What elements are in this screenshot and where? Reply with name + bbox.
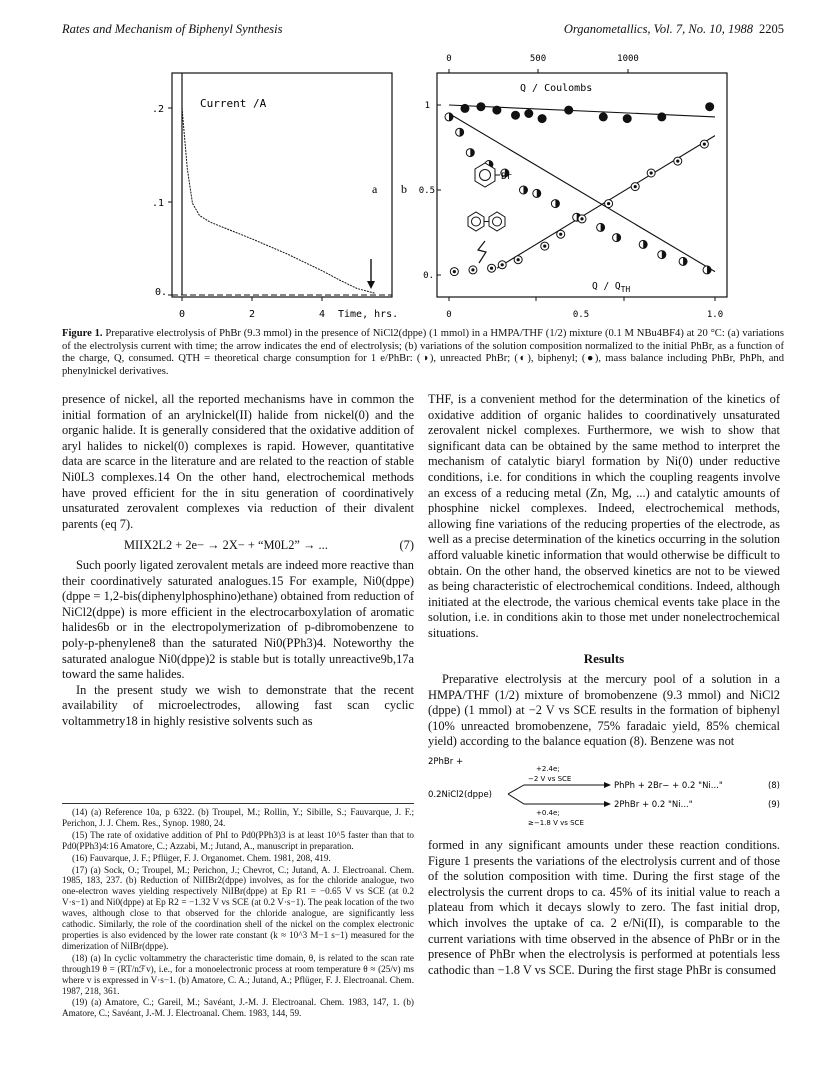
panel-b-x-ticks (446, 297, 723, 320)
footnote-18: (18) (a) In cyclic voltammetry the characteristic time domain, θ, is related to the scan rate through19 θ = (RT/nℱv), i.e., for a monoelectronic process at room temperature θ ≈ (25/v) ms where v is expressed in V·s−1. (b) Amatore, C. A.; Jutand, A.; Pflüger, F. J. Electroanal. Chem. 1987, 218, 361. (62, 952, 414, 996)
footnote-19: (19) (a) Amatore, C.; Gareil, M.; Savéant, J.-M. J. Electroanal. Chem. 1983, 147, 1. (b) Amatore, C.; Savéant, J.-M. J. Electroanal. Chem. 1983, 144, 59. (62, 997, 414, 1019)
scheme-number-8: (8) (767, 781, 780, 792)
data-point-open-dot (514, 256, 522, 264)
scheme-lhs-top: 2PhBr + (428, 757, 464, 768)
data-point-open-dot (488, 264, 496, 272)
data-point-open-dot (631, 183, 639, 191)
reaction-scheme (428, 754, 780, 834)
data-point-half-filled (639, 240, 647, 248)
figure-1 (40, 45, 760, 323)
left-paragraph-2: Such poorly ligated zerovalent metals are indeed more reactive than their coordinatively saturated analogues.15 For example, Ni0(dppe) (dppe = 1,2-bis(diphenylphosphino)ethane) obtained from reduction of NiCl2(dppe) is more efficient in the electrocarboxylation of aromatic halides6b or in the electropolymerization of p-dibromobenzene to poly-p-phenylene8 than the saturated Ni0(PPh3)4. Noteworthy the saturated analogue Ni0(dppe)2 is stable but is totally unreactive9b,17a toward the same halides. (62, 557, 414, 682)
section-heading-results: Results (583, 650, 625, 666)
data-point-open-dot (578, 215, 586, 223)
data-point-half-filled (551, 200, 559, 208)
end-arrow (367, 259, 375, 289)
data-point-filled (565, 106, 573, 114)
running-header-title: Rates and Mechanism of Biphenyl Synthesis (62, 22, 283, 36)
data-point-open-dot (605, 200, 613, 208)
data-point-half-filled (613, 234, 621, 242)
data-point-open-dot (700, 140, 708, 148)
scheme-number-9: (9) (767, 800, 780, 811)
data-point-half-filled (703, 266, 711, 274)
data-point-filled (623, 115, 631, 123)
panel-b-xtick-1: 0.5 (572, 310, 590, 320)
data-markers (445, 103, 714, 276)
data-point-filled (493, 106, 501, 114)
fit-lines (449, 105, 715, 272)
footnote-15: (15) The rate of oxidative addition of PhI to Pd0(PPh3)3 is at least 10^5 faster than that to Pd0(PPh3)4:16 Amatore, C.; Azzabi, M.; Jutand, A., manuscript in preparation. (62, 829, 414, 851)
right-paragraph-2: Preparative electrolysis at the mercury pool of a solution in a HMPA/THF (1/2) mixture of bromobenzene (9.3 mmol) and NiCl2 (dppe) (1 mmol) at −2 V vs SCE results in the formation of biphenyl (10% unreacted bromobenzene, 75% faradaic yield, 85% chemical yield) according to the balance equation (8). Benzene was not (428, 672, 780, 749)
panel-b-ytick-1: 0.5 (418, 186, 435, 196)
data-point-half-filled (466, 149, 474, 157)
panel-b-letter: b (401, 182, 407, 196)
panel-a-ytick-2: 0. (154, 287, 167, 298)
scheme-bottom-cond-1: +0.4e; (536, 809, 560, 818)
panel-a-xlabel: Time, hrs. (338, 309, 399, 320)
scheme-product-top: PhPh + 2Br− + 0.2 "Ni..." (614, 781, 723, 792)
data-point-filled (525, 110, 533, 118)
data-point-open-dot (498, 261, 506, 269)
panel-b-top-axis (446, 54, 639, 94)
panel-b-top-label: Q / Coulombs (520, 83, 593, 94)
bromobenzene-structure (475, 163, 512, 187)
caption-text: Preparative electrolysis of PhBr (9.3 mmol) in the presence of NiCl2(dppe) (1 mmol) in a HMPA/THF (1/2) mixture (0.1 M NBu4BF4) at 20 °C: (a) variations of the electrolysis current with time; the arrow indicates the end of electrolysis; (b) variations of the solution composition normalized to the initial PhBr, as a function of the charge, Q, consumed. QTH = theoretical charge consumption for 1 e/PhBr: (◑), unreacted PhBr; (◐), biphenyl; (●), mass balance including PhBr, PhPh, and phenylnickel derivatives. (62, 328, 784, 377)
footnote-17: (17) (a) Sock, O.; Troupel, M.; Perichon, J.; Chevrot, C.; Jutand, A. J. Electroanal. Chem. 1985, 183, 237. (b) Reduction of NiIIBr2(dppe) involves, as for the chloride analogue, two one-electron waves yielding respectively NiIBr(dppe) at Ep R1 = −0.65 V vs SCE (at 0.2 V·s−1) and Ni0(dppe) at Ep R2 = −1.32 V vs SCE (at 0.2 V·s−1). The peak location of the two waves, although close to that observed for the chloride analogue, are significantly less cathodic. Similarly, the role of the coordination shell of the nickel on the complex electronic properties is also evidenced by the lower rate constant (k ≈ 10^3 M−1 s−1) measured for the dimerization of NiIBr(dppe). (62, 864, 414, 951)
figure-caption (62, 328, 784, 378)
data-point-filled (538, 115, 546, 123)
fit-line-mass-balance (449, 105, 715, 117)
right-paragraph-1: THF, is a convenient method for the determination of the kinetics of oxidative addition of organic halides to coordinatively unsaturated zerovalent nickel complexes. Furthermore, we wish to show that significant data can be obtained by the same method to interpret the mechanism of catalytic biaryl formation by Ni(0) under reductive conditions, i.e. for conditions in which the coupling reagents involve an excess of a reducing metal (Zn, Mg, ...) and catalytic amounts of phosphine nickel complexes. Indeed, electrochemical methods, allowing fine variations of the reducing properties of the electrode, as well as a precise determination of the kinetics occurring in the solution afford valuable kinetic information that would otherwise be difficult to obtain. On the other hand, the observed kinetics are not to be viewed as being characteristic of electrochemical conditions. Indeed, although initiated at the electrode, the various chemical events take place in the solution, i.e. in conditions akin to those met under nonelectrochemical situations. (428, 392, 780, 640)
right-column (428, 392, 780, 978)
panel-a (152, 73, 398, 320)
panel-a-xtick-0: 0 (178, 309, 186, 320)
left-paragraph-1: presence of nickel, all the reported mechanisms have in common the initial formation of an arylnickel(II) halide from nickel(0) and the organic halide. It is generally considered that the oxidative addition of aryl halides to nickel(0) complexes is rapid. However, quantitative data are scarce in the literature and are related to the reaction of stable Ni0L3 complexes.14 On the other hand, electrochemical methods have proved efficient for the in situ generation of coordinatively unsaturated zerovalent complexes via reduction of their divalent parents (eq 7). (62, 392, 414, 531)
biphenyl-structure (468, 212, 505, 263)
data-point-open-dot (557, 230, 565, 238)
panel-a-xtick-2: 4 (318, 309, 326, 320)
data-point-open-dot (674, 157, 682, 165)
left-paragraph-3: In the present study we wish to demonstrate that the recent availability of microelectrodes, allowing fast scan cyclic voltammetry18 in highly resistive solvents such as (62, 682, 414, 728)
footnote-16: (16) Fauvarque, J. F.; Pflüger, F. J. Organomet. Chem. 1981, 208, 419. (72, 852, 331, 863)
data-point-open-dot (541, 242, 549, 250)
data-point-open-dot (647, 169, 655, 177)
scheme-product-bottom: 2PhBr + 0.2 "Ni..." (614, 800, 693, 811)
scheme-arrow-top (508, 785, 608, 794)
panel-b-toptick-1: 500 (529, 54, 547, 64)
scheme-bottom-cond-2: ≥−1.8 V vs SCE (528, 819, 584, 828)
panel-b-ytick-0: 1 (424, 101, 430, 111)
running-header-journal (564, 22, 784, 37)
panel-a-ytick-0: .2 (151, 104, 164, 115)
data-point-half-filled (456, 128, 464, 136)
data-point-half-filled (533, 189, 541, 197)
panel-b-xlabel (592, 281, 630, 294)
data-point-half-filled (445, 113, 453, 121)
journal-citation: Organometallics, Vol. 7, No. 10, 1988 (563, 22, 753, 36)
panel-a-x-ticks (179, 297, 398, 320)
data-point-half-filled (679, 257, 687, 265)
panel-b-xtick-0: 0 (446, 310, 452, 320)
panel-a-ylabel: Current /A (200, 97, 267, 110)
footnote-14: (14) (a) Reference 10a, p 6322. (b) Troupel, M.; Rollin, Y.; Sibille, S.; Fauvarque, J. F.; Perichon, J. J. Chem. Res., Synop. 1980, 24. (62, 807, 414, 828)
caption-label: Figure 1. (62, 328, 103, 339)
panel-b-ytick-2: 0. (423, 271, 434, 281)
panel-b-xlabel-main: Q / Q (592, 281, 621, 292)
data-point-filled (706, 103, 714, 111)
current-curve (182, 108, 375, 293)
panel-b-xlabel-sub: TH (620, 285, 631, 294)
data-point-open-dot (469, 266, 477, 274)
panel-a-xtick-1: 2 (248, 309, 256, 320)
data-point-filled (461, 104, 469, 112)
page-number: 2205 (759, 22, 784, 36)
data-point-filled (658, 113, 666, 121)
panel-a-letter: a (372, 182, 378, 196)
scheme-top-cond-2: −2 V vs SCE (528, 775, 572, 784)
panel-b-xtick-2: 1.0 (706, 310, 724, 320)
panel-a-ytick-1: .1 (151, 198, 164, 209)
equation-7-body: MIIX2L2 + 2e− → 2X− + “M0L2” → ... (124, 538, 328, 553)
data-point-half-filled (658, 251, 666, 259)
panel-a-y-ticks (152, 104, 172, 298)
data-point-open-dot (450, 268, 458, 276)
data-point-filled (599, 113, 607, 121)
panel-b (401, 54, 727, 320)
panel-b-y-ticks (419, 101, 441, 281)
scheme-top-cond-1: +2.4e; (536, 765, 560, 774)
br-label: Br (501, 172, 512, 182)
scheme-arrow-bottom (508, 794, 608, 804)
data-point-filled (477, 103, 485, 111)
fit-line-phbr (449, 114, 715, 272)
equation-7 (62, 532, 414, 558)
scheme-lhs: 0.2NiCl2(dppe) (428, 790, 492, 801)
data-point-half-filled (597, 223, 605, 231)
footnotes (62, 803, 414, 1020)
left-column (62, 392, 414, 729)
equation-7-number: (7) (399, 538, 414, 553)
data-point-filled (512, 111, 520, 119)
panel-b-toptick-2: 1000 (617, 54, 639, 64)
data-point-half-filled (519, 186, 527, 194)
panel-b-toptick-0: 0 (446, 54, 452, 64)
right-paragraph-3: formed in any significant amounts under these reaction conditions. Figure 1 presents the variations of the electrolysis current and of those of the solution composition with time. During the first stage of the electrolysis the current drops to ca. 45% of its initial value to reach a plateau from which it decays slowly to zero. The fast initial drop, which involves the uptake of ca. 2 e/Ni(II), is comparable to the current variations with time observed in the absence of PhBr or in the presence of PhBr when the electrolysis is performed at potentials less cathodic than −1.8 V vs SCE. During the first stage PhBr is consumed (428, 838, 780, 977)
